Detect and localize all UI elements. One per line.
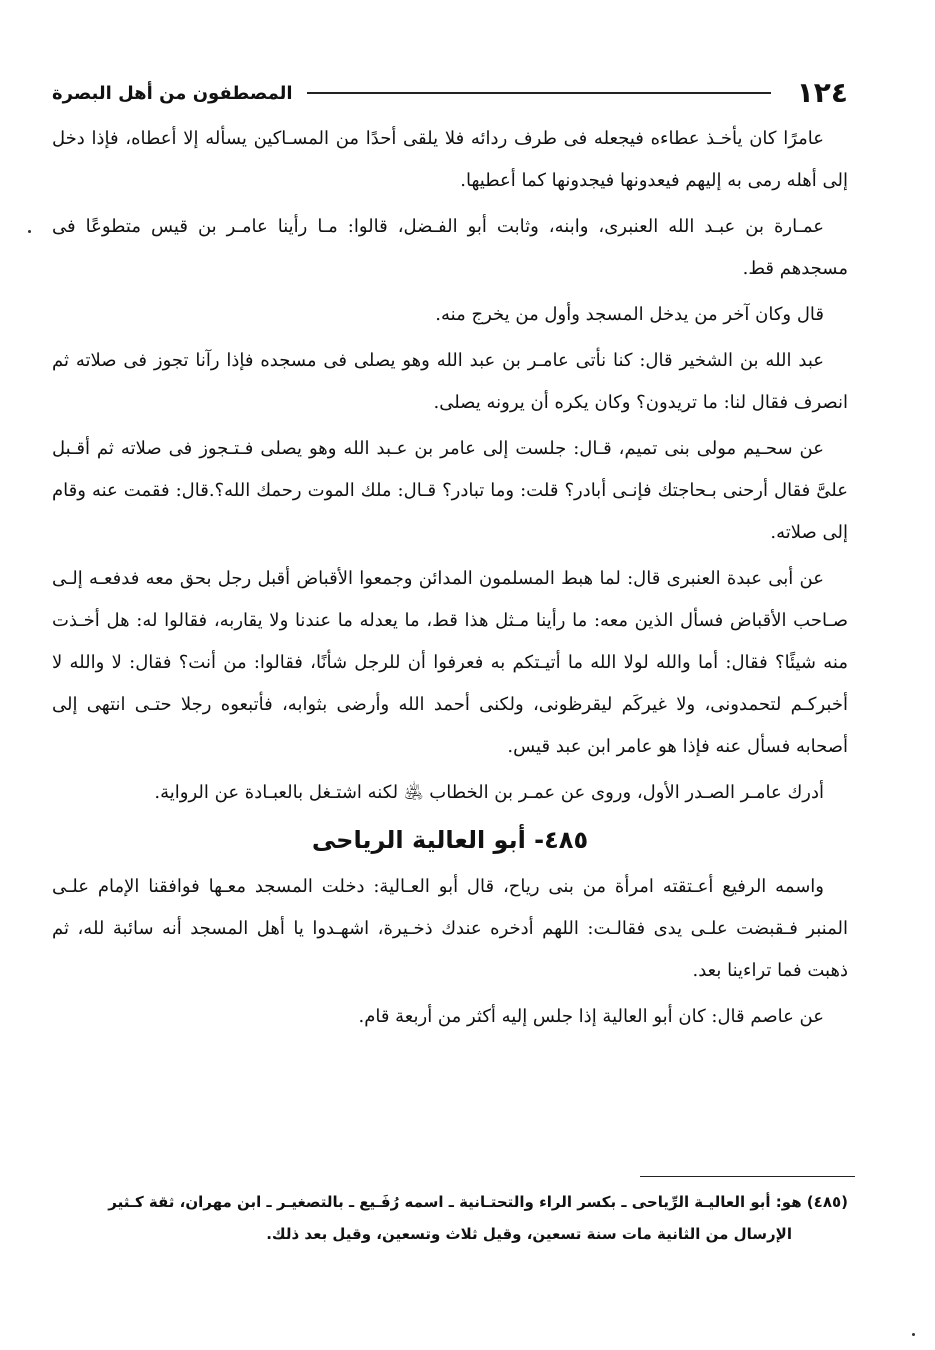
footnote-line: (٤٨٥) هو: أبو العاليـة الرِّياحى ـ بكسر الراء والتحتـانية ـ اسمه رُفَـيع ـ بالتصغيـر ـ ابن مهران، ثقة كـثير xyxy=(108,1193,848,1211)
scan-speck xyxy=(28,230,31,233)
paragraph: واسمه الرفيع أعـتقته امرأة من بنى رياح، قال أبو العـالية: دخلت المسجد معـها فوافقنا الإمام علـى المنبر فـقبضت علـى يدى فقالـت: اللهم أدخره عندك ذخـيرة، اشهـدوا يا أهل المسجد أنه سائبة لله، ثم ذهبت فما تراءينا بعد. xyxy=(52,876,848,981)
paragraph: عمـارة بن عبـد الله العنبرى، وابنه، وثابت أبو الفـضل، قالوا: مـا رأينا عامـر بن قيس متطوعًا فى مسجدهم قط. xyxy=(52,216,848,279)
paragraph: عن سحـيم مولى بنى تميم، قـال: جلست إلى عامر بن عـبد الله وهو يصلى فـتـجوز فى صلاته ثم أقـبل علىَّ فقال أرحنى بـحاجتك فإنـى أبادر؟ قلت: وما تبادر؟ قـال: ملك الموت رحمك الله؟.قال: فقمت عنه وقام إلى صلاته. xyxy=(52,438,848,543)
paragraph: عن أبى عبدة العنبرى قال: لما هبط المسلمون المدائن وجمعوا الأقباض أقبل رجل بحق معه فدفعـه إلـى صـاحب الأقباض فسأل الذين معه: ما رأينا مـثل هذا قط، ما يعدله ما عندنا ولا يقاربه، فقالوا له: هل أخـذت منه شيئًا؟ فقال: أما والله لولا الله ما أتيـتكم به فعرفوا أن للرجل شأنًا، فقالوا: من أنت؟ فقال: لا والله لا أخبركـم لتحمدونى، ولا غيركَم ليقرظونى، ولكنى أحمد الله وأرضى بثوابه، فأتبعوه رجلا حتـى انتهى إلى أصحابه فسأل عنه فإذا هو عامر ابن عبد قيس. xyxy=(52,568,848,757)
footnote-line: الإرسال من الثانية مات سنة تسعين، وقيل ثلاث وتسعين، وقيل بعد ذلك. xyxy=(266,1225,792,1243)
page-header xyxy=(52,74,848,112)
paragraph: قال وكان آخر من يدخل المسجد وأول من يخرج منه. xyxy=(435,304,824,325)
section-heading: ٤٨٥- أبو العالية الرياحى xyxy=(311,826,589,854)
header-rule xyxy=(307,92,771,94)
paragraph: عبد الله بن الشخير قال: كنا نأتى عامـر بن عبد الله وهو يصلى فى مسجده فإذا رآنا تجوز فى صلاته ثم انصرف فقال لنا: ما تريدون؟ وكان يكره أن يرونه يصلى. xyxy=(52,350,848,413)
paragraph: عامرًا كان يأخـذ عطاءه فيجعله فى طرف ردائه فلا يلقى أحدًا من المسـاكين يسأله إلا أعطاه، فإذا دخل إلى أهله رمى به إليهم فيعدونها فيجدونها كما أعطيها. xyxy=(52,128,848,191)
footnote-separator xyxy=(640,1176,855,1177)
footnote xyxy=(52,1186,848,1250)
main-text xyxy=(52,118,848,1042)
paragraph: أدرك عامـر الصـدر الأول، وروى عن عمـر بن الخطاب ﵁ لكنه اشتـغل بالعبـادة عن الرواية. xyxy=(154,782,824,803)
page-number: ١٢٤ xyxy=(796,76,848,109)
running-title: المصطفون من أهل البصرة xyxy=(52,82,293,104)
paragraph: عن عاصم قال: كان أبو العالية إذا جلس إليه أكثر من أربعة قام. xyxy=(358,1006,824,1027)
scan-speck xyxy=(912,1333,915,1336)
